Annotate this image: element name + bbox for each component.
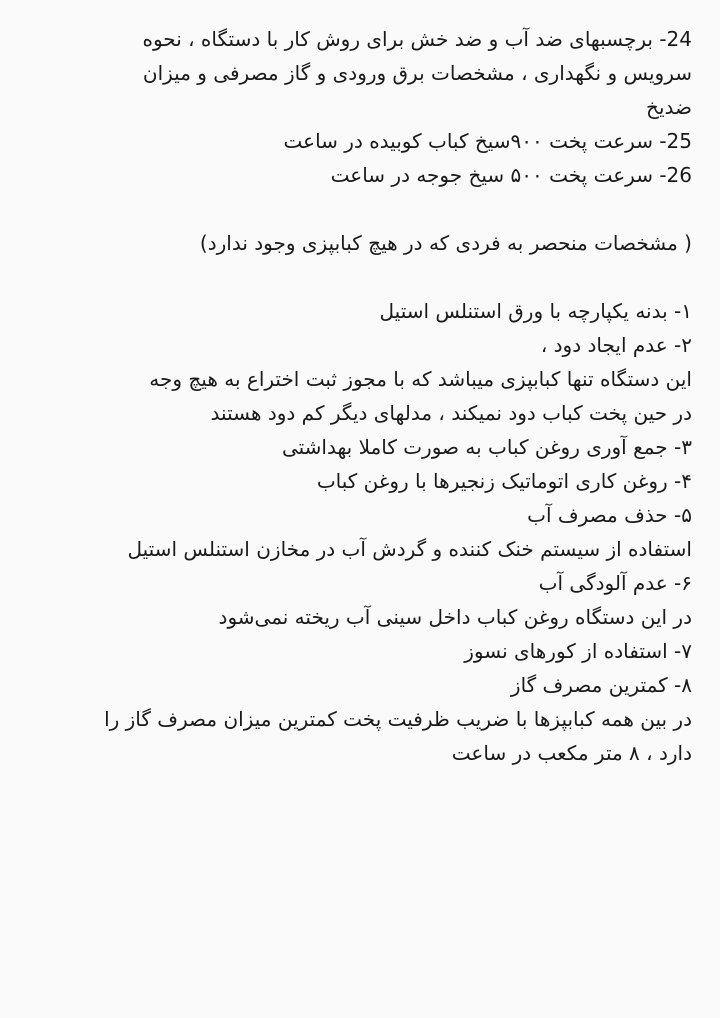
feature-8-detail-line-1: در بین همه کبابپزها با ضریب ظرفیت پخت کمترین میزان مصرف گاز را [104,707,692,731]
feature-6: ۶- عدم آلودگی آب [538,571,692,595]
feature-2-detail-line-2: در حین پخت کباب دود نمیکند ، مدلهای دیگر کم دود هستند [210,401,692,425]
paragraph-gap [20,260,692,294]
feature-7: ۷- استفاده از کورهای نسوز [464,639,692,663]
feature-5: ۵- حذف مصرف آب [527,503,692,527]
feature-1: ۱- بدنه یکپارچه با ورق استنلس استیل [379,299,692,323]
list-item-24-line-3: ضدیخ [646,95,692,119]
feature-4: ۴- روغن کاری اتوماتیک زنجیرها با روغن کباب [316,469,692,493]
list-item-24-line-2: سرویس و نگهداری ، مشخصات برق ورودی و گاز مصرفی و میزان [142,61,692,85]
feature-6-detail: در این دستگاه روغن کباب داخل سینی آب ریخته نمی‌شود [218,605,692,629]
list-item-24-line-1: 24- برچسبهای ضد آب و ضد خش برای روش کار با دستگاه ، نحوه [142,27,692,51]
spec-list-continued [20,22,692,770]
list-item-25: 25- سرعت پخت ۹۰۰سیخ کباب کوبیده در ساعت [283,129,692,153]
feature-2-detail-line-1: این دستگاه تنها کبابپزی میباشد که با مجوز ثبت اختراع به هیچ وجه [149,367,692,391]
paragraph-gap [20,192,692,226]
list-item-26: 26- سرعت پخت ۵۰۰ سیخ جوجه در ساعت [330,163,692,187]
feature-5-detail: استفاده از سیستم خنک کننده و گردش آب در مخازن استنلس استیل [127,537,692,561]
feature-8: ۸- کمترین مصرف گاز [510,673,692,697]
feature-3: ۳- جمع آوری روغن کباب به صورت کاملا بهداشتی [281,435,692,459]
section-heading: ( مشخصات منحصر به فردی که در هیچ کبابپزی وجود ندارد) [199,231,692,255]
feature-2: ۲- عدم ایجاد دود ، [540,333,692,357]
feature-8-detail-line-2: دارد ، ۸ متر مکعب در ساعت [451,741,692,765]
